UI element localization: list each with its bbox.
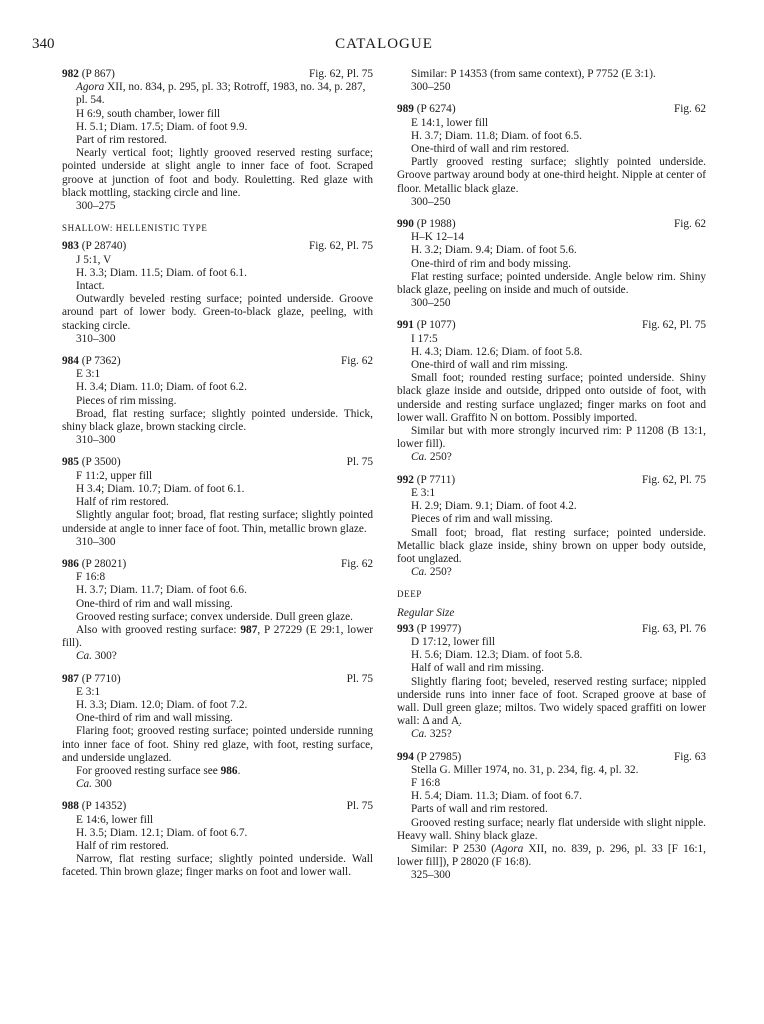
running-head: CATALOGUE [335,36,433,52]
dimensions: H. 3.3; Diam. 11.5; Diam. of foot 6.1. [76,266,247,279]
inventory-number: (P 14352) [81,800,127,813]
entry-number: 982 [62,68,79,80]
date: 310–300 [76,434,116,447]
inventory-number: (P 19977) [416,622,462,635]
description: Partly grooved resting surface; slightly pointed underside. Groove partway around body at one-third height. Nipple at center of floor. Metallic black glaze. [397,156,706,195]
entry-heading [397,751,706,764]
context: E 3:1 [411,486,436,499]
inventory-number: (P 6274) [416,103,456,116]
context: F 16:8 [411,776,441,789]
date: 300–250 [411,81,451,94]
dimensions: H. 5.6; Diam. 12.3; Diam. of foot 5.8. [411,649,583,662]
date: 300–250 [411,195,451,208]
related-note: Also with grooved resting surface: 987, P 27229 (E 29:1, lower fill). [62,623,374,650]
condition: Intact. [76,280,105,293]
catalogue-entry-991 [397,319,706,464]
catalogue-entry-989 [397,103,706,209]
context: H 6:9, south chamber, lower fill [76,107,221,120]
condition: One-third of wall and rim missing. [411,359,568,372]
catalogue-entry-990 [397,218,706,310]
similar-note: Similar: P 2530 (Agora XII, no. 839, p. 296, pl. 33 [F 16:1, lower fill]), P 28020 (F 16:8). [397,842,707,869]
catalogue-entry-992 [397,474,706,580]
date: 310–300 [76,535,116,548]
entry-number: 986 [62,557,79,570]
condition: One-third of rim and wall missing. [76,712,233,725]
inventory-number: (P 28740) [81,240,127,253]
catalogue-entry-994 [397,751,706,883]
entry-number: 989 [397,103,414,116]
condition: One-third of wall and rim restored. [411,143,570,156]
date: 300–275 [76,200,116,213]
description: Outwardly beveled resting surface; pointed underside. Groove around part of lower body. Green-to-black glaze, peeling, with stacking circle. [62,293,373,332]
description: Flat resting surface; pointed underside. Angle below rim. Shiny black glaze, peeling on inside and much of outside. [397,270,706,297]
date: 325–300 [411,869,451,882]
inventory-number: (P 27985) [416,750,462,763]
entry-heading [62,673,373,686]
context: H–K 12–14 [411,231,465,244]
section-heading: SHALLOW: HELLENISTIC TYPE [62,223,208,234]
condition: Part of rim restored. [76,134,167,147]
entry-number: 988 [62,800,79,813]
bibliography: Stella G. Miller 1974, no. 31, p. 234, fig. 4, pl. 32. [411,763,639,776]
entry-heading [62,558,373,571]
catalogue-entry-988 [62,800,373,879]
catalogue-entry-988-continued [397,68,706,94]
similar-note: Similar: P 14353 (from same context), P 7752 (E 3:1). [411,68,656,80]
figure-reference: Fig. 63 [673,750,706,763]
dimensions: H 3.4; Diam. 10.7; Diam. of foot 6.1. [76,482,245,495]
entry-number: 991 [397,319,414,332]
context: D 17:12, lower fill [411,635,496,648]
condition: One-third of rim and body missing. [411,257,572,270]
catalogue-entry-993 [397,623,706,742]
entry-number: 993 [397,622,414,635]
condition: Pieces of rim and wall missing. [411,513,553,526]
entry-number: 992 [397,473,414,486]
figure-reference: Pl. 75 [346,456,373,469]
dimensions: H. 5.1; Diam. 17.5; Diam. of foot 9.9. [76,120,248,133]
entry-heading [62,240,373,253]
related-note: For grooved resting surface see 986. [76,764,241,777]
left-column [62,68,373,889]
condition: Parts of wall and rim restored. [411,803,548,816]
date: Ca. 300 [76,778,112,791]
entry-number: 983 [62,240,79,253]
figure-reference: Fig. 62 [673,218,706,231]
inventory-number: (P 28021) [81,557,127,570]
entry-heading [397,319,706,332]
figure-reference: Fig. 62 [340,355,373,368]
condition: Half of wall and rim missing. [411,662,545,675]
dimensions: H. 3.4; Diam. 11.0; Diam. of foot 6.2. [76,381,247,394]
entry-heading [62,456,373,469]
similar-note: Similar but with more strongly incurved rim: P 11208 (B 13:1, lower fill). [397,425,706,451]
date: 310–300 [76,332,116,345]
condition: Half of rim restored. [76,839,169,852]
figure-reference: Fig. 63, Pl. 76 [641,622,706,635]
entry-heading [62,800,373,813]
catalogue-entry-987 [62,673,373,792]
context: F 11:2, upper fill [76,469,153,482]
page-number: 340 [32,36,55,52]
figure-reference: Fig. 62, Pl. 75 [308,240,373,253]
page-header [32,36,736,56]
dimensions: H. 3.7; Diam. 11.8; Diam. of foot 6.5. [411,129,582,142]
context: J 5:1, V [76,253,112,266]
entry-heading [397,218,706,231]
date: Ca. 325? [411,728,452,741]
catalogue-entry-982 [62,68,373,213]
dimensions: H. 2.9; Diam. 9.1; Diam. of foot 4.2. [411,500,577,513]
figure-reference: Fig. 62, Pl. 75 [641,319,706,332]
context: E 14:1, lower fill [411,116,489,129]
entry-number: 984 [62,355,79,368]
inventory-number: (P 7362) [81,355,121,368]
description: Small foot; broad, flat resting surface; pointed underside. Metallic black glaze inside, shiny brown on upper body outside, foot unglazed. [397,526,706,565]
figure-reference: Fig. 62 [340,557,373,570]
dimensions: H. 3.7; Diam. 11.7; Diam. of foot 6.6. [76,584,247,597]
date: Ca. 300? [76,650,117,663]
dimensions: H. 4.3; Diam. 12.6; Diam. of foot 5.8. [411,345,583,358]
date: 300–250 [411,297,451,310]
inventory-number: (P 7711) [416,473,456,486]
entry-heading [397,474,706,487]
context: E 3:1 [76,685,101,698]
description: Slightly angular foot; broad, flat resting surface; slightly pointed underside at angle to inner face of foot. Thin, metallic brown glaze. [62,509,373,535]
entry-number: 985 [62,456,79,469]
figure-reference: Fig. 62, Pl. 75 [308,68,373,80]
entry-heading [397,623,706,636]
description: Small foot; rounded resting surface; pointed underside. Shiny black glaze inside and outside, dripped onto outside of foot, with underside and resting surface unglazed; finger marks on foot and lower wall. Graffito N on bottom. Possibly imported. [397,372,706,424]
dimensions: H. 5.4; Diam. 11.3; Diam. of foot 6.7. [411,790,582,803]
subsection-heading: Regular Size [397,606,455,619]
bibliography: Agora XII, no. 834, p. 295, pl. 33; Rotroff, 1983, no. 34, p. 287, pl. 54. [76,81,366,107]
condition: Pieces of rim missing. [76,394,177,407]
catalogue-entry-985 [62,456,373,548]
inventory-number: (P 867) [81,68,115,80]
context: I 17:5 [411,332,438,345]
figure-reference: Pl. 75 [346,672,373,685]
catalogue-entry-986 [62,558,373,664]
description: Grooved resting surface; nearly flat underside with slight nipple. Heavy wall. Shiny black glaze. [397,816,706,842]
entry-heading [62,355,373,368]
entry-number: 987 [62,672,79,685]
description: Narrow, flat resting surface; slightly pointed underside. Wall faceted. Thin brown glaze; finger marks on foot and lower wall. [62,853,373,879]
entry-number: 990 [397,218,414,231]
dimensions: H. 3.2; Diam. 9.4; Diam. of foot 5.6. [411,244,577,257]
dimensions: H. 3.3; Diam. 12.0; Diam. of foot 7.2. [76,698,248,711]
entry-heading [397,103,706,116]
context: E 3:1 [76,368,101,381]
section-heading: DEEP [397,589,422,600]
inventory-number: (P 1988) [416,218,456,231]
description: Broad, flat resting surface; slightly pointed underside. Thick, shiny black glaze, brown stacking circle. [62,407,373,434]
description: Slightly flaring foot; beveled, reserved resting surface; nippled underside runs into inner face of foot. Scraped groove at base of wall. Dull green glaze; miltos. Two widely spaced graffiti on lower wall: Δ and Α̣. [397,675,706,728]
condition: Half of rim restored. [76,496,169,509]
dimensions: H. 3.5; Diam. 12.1; Diam. of foot 6.7. [76,826,248,839]
entry-heading [62,68,373,81]
catalogue-entry-983 [62,240,373,346]
context: E 14:6, lower fill [76,813,154,826]
context: F 16:8 [76,571,106,584]
condition: One-third of rim and wall missing. [76,597,233,610]
date: Ca. 250? [411,566,452,579]
entry-number: 994 [397,750,414,763]
date: Ca. 250? [411,451,452,464]
figure-reference: Fig. 62, Pl. 75 [641,473,706,486]
description: Grooved resting surface; convex underside. Dull green glaze. [76,610,353,623]
inventory-number: (P 3500) [81,456,121,469]
description: Nearly vertical foot; lightly grooved reserved resting surface; pointed underside at slight angle to inner face of foot. Scraped groove at junction of foot and body. Rouletting. Red glaze with black mottling, stacking circle and line. [62,147,373,199]
inventory-number: (P 1077) [416,319,456,332]
figure-reference: Pl. 75 [346,800,373,813]
catalogue-entry-984 [62,355,373,447]
description: Flaring foot; grooved resting surface; pointed underside running into inner face of foot. Shiny red glaze, with foot, resting surface, and underside unglazed. [62,725,373,764]
inventory-number: (P 7710) [81,672,121,685]
figure-reference: Fig. 62 [673,103,706,116]
right-column [397,68,706,892]
